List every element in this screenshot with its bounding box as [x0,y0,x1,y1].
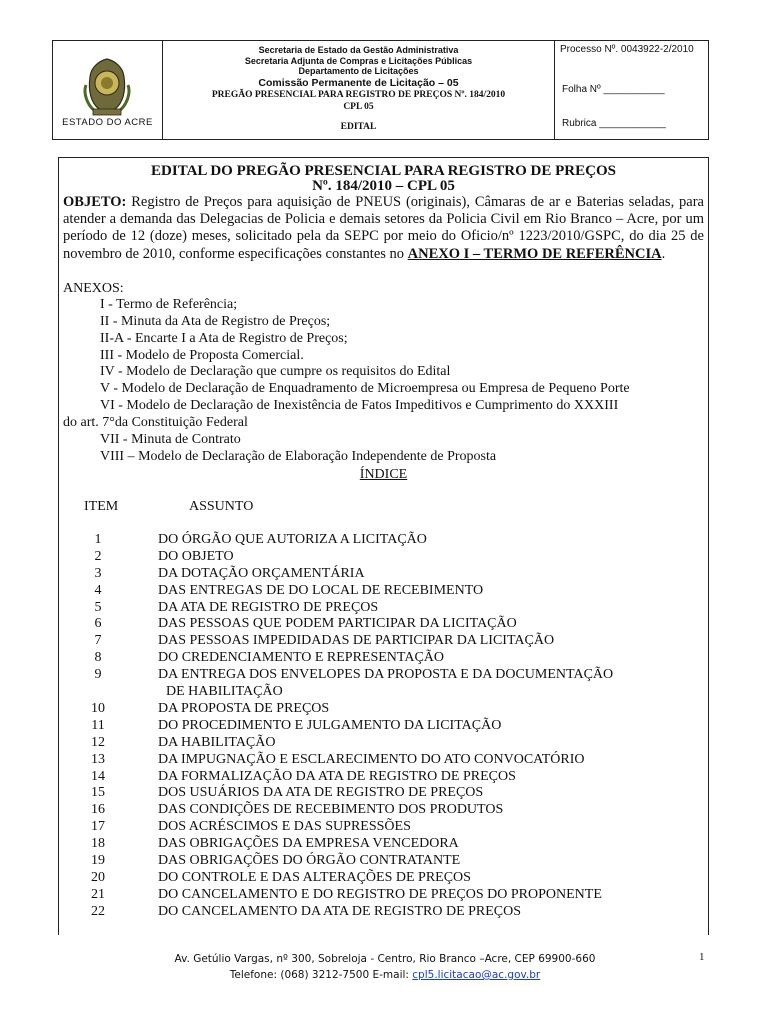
header-line-edital: EDITAL [340,121,377,132]
index-item-text: DA FORMALIZAÇÃO DA ATA DE REGISTRO DE PREÇOS [158,768,516,784]
index-item-text: DAS CONDIÇÕES DE RECEBIMENTO DOS PRODUTOS [158,802,504,818]
index-row [63,583,704,600]
index-row [63,853,704,870]
folha-field: Folha Nº ___________ [562,84,665,95]
index-item-text: DA ATA DE REGISTRO DE PREÇOS [158,599,379,615]
document-subtitle: Nº. 184/2010 – CPL 05 [312,178,455,194]
page-footer [0,951,770,983]
index-item-subject [158,853,460,870]
index-item-text: DO PROCEDIMENTO E JULGAMENTO DA LICITAÇÃO [158,717,502,733]
anexo-item: IV - Modelo de Declaração que cumpre os requisitos do Edital [100,364,451,380]
index-row [63,633,704,650]
index-item-text: DO ÓRGÃO QUE AUTORIZA A LICITAÇÃO [158,531,427,547]
anexo-item-continuation: do art. 7°da Constituição Federal [63,415,248,431]
index-item-text: DO CONTROLE E DAS ALTERAÇÕES DE PREÇOS [158,870,471,885]
index-item-text: DA DOTAÇÃO ORÇAMENTÁRIA [158,565,365,581]
index-row [63,769,704,786]
objeto-text: Registro de Preços para aquisição de PNEUS (originais), Câmaras de ar e Baterias seladas, para atender a demanda das Delegacias de Policia e demais setores da Policia Civil em Rio Branco – Acre, por um período de 12 (doze) meses, solicitado pela da SEPC por meio do Oficio/nº 1223/2010/GSPC, do dia 25 de novembro de 2010, conforme especificações constantes no [63,194,704,262]
index-item-number: 22 [91,903,105,919]
index-item-text: DA PROPOSTA DE PREÇOS [158,700,330,716]
index-item-text: DOS ACRÉSCIMOS E DAS SUPRESSÕES [158,819,411,835]
index-item-number: 9 [94,667,102,683]
index-item-text: DO CREDENCIAMENTO E REPRESENTAÇÃO [158,650,445,666]
header-line-departamento: Departamento de Licitações [298,66,419,76]
objeto-label: OBJETO: [63,194,127,210]
footer-email-link[interactable]: cpl5.licitacao@ac.gov.br [412,969,541,981]
indice-heading: ÍNDICE [359,466,408,482]
objeto-end: . [661,245,666,262]
header-line-pregao: PREGÃO PRESENCIAL PARA REGISTRO DE PREÇOS Nº. 184/2010 [211,89,506,100]
index-item-subject [158,785,483,802]
anexo-item: I - Termo de Referência; [100,296,238,312]
page-number: 1 [699,951,705,963]
index-item-number: 3 [94,565,102,581]
index-item-number: 20 [91,870,105,885]
index-item-text: DO CANCELAMENTO DA ATA DE REGISTRO DE PREÇOS [158,903,522,919]
index-item-number: 2 [94,548,102,564]
anexo-item: VII - Minuta de Contrato [100,432,241,448]
index-row [63,701,704,718]
index-row [63,650,704,667]
column-assunto: ASSUNTO [189,498,254,514]
footer-address: Av. Getúlio Vargas, nº 300, Sobreloja - Centro, Rio Branco –Acre, CEP 69900-660 [174,953,596,965]
anexo-item: VI - Modelo de Declaração de Inexistência de Fatos Impeditivos e Cumprimento do XXXIII [100,398,619,414]
index-item-subject [158,566,365,583]
header-titles [163,41,555,139]
anexo-item: V - Modelo de Declaração de Enquadramento de Microempresa ou Empresa de Pequeno Porte [100,381,630,397]
index-item-number: 5 [94,599,102,615]
logo-cell [53,41,163,139]
index-item-subject [158,752,585,769]
objeto-paragraph [63,194,704,263]
index-item-number: 17 [91,819,105,835]
index-item-number: 8 [94,650,102,666]
index-row [63,600,704,617]
anexo-item: III - Modelo de Proposta Comercial. [100,347,304,363]
index-row [63,549,704,566]
index-item-subject [158,583,483,600]
index-row [63,887,704,904]
index-item-text: DAS OBRIGAÇÕES DO ÓRGÃO CONTRATANTE [158,853,461,869]
index-item-subject [158,802,503,819]
index-item-text-continuation: DE HABILITAÇÃO [166,684,283,700]
index-item-subject [158,870,471,887]
index-item-subject [158,836,459,853]
index-row [63,718,704,735]
index-item-number: 11 [91,717,105,733]
header-line-secretaria-adjunta: Secretaria Adjunta de Compras e Licitações Públicas [244,55,473,66]
index-row [63,819,704,836]
index-item-text: DA ENTREGA DOS ENVELOPES DA PROPOSTA E DA DOCUMENTAÇÃO [158,667,614,683]
index-item-subject [158,650,444,667]
index-item-text: DO CANCELAMENTO E DO REGISTRO DE PREÇOS DO PROPONENTE [158,886,602,902]
anexo-item: VIII – Modelo de Declaração de Elaboração Independente de Proposta [100,448,497,464]
index-row [63,785,704,802]
index-row [63,870,704,887]
index-item-text: DAS PESSOAS IMPEDIDADAS DE PARTICIPAR DA LICITAÇÃO [158,633,555,649]
header-line-comissao: Comissão Permanente de Licitação – 05 [258,76,459,89]
index-row [63,667,704,701]
index-item-subject [158,549,234,566]
index-item-subject [158,887,602,904]
index-item-number: 10 [91,700,105,716]
index-item-number: 14 [91,768,105,784]
index-row [63,566,704,583]
footer-contact [0,967,770,983]
index-item-text: DA HABILITAÇÃO [158,734,276,750]
index-item-text: DOS USUÁRIOS DA ATA DE REGISTRO DE PREÇOS [158,785,484,801]
anexo-reference: ANEXO I – TERMO DE REFERÊNCIA [407,245,662,262]
document-header [52,40,709,140]
index-item-subject [158,735,275,752]
index-item-number: 21 [91,886,105,902]
index-item-text: DO OBJETO [158,548,234,564]
index-item-subject [158,633,554,650]
index-item-text: DAS OBRIGAÇÕES DA EMPRESA VENCEDORA [158,836,459,852]
index-column-headers [63,499,704,517]
index-item-number: 7 [94,633,102,649]
logo-text: ESTADO DO ACRE [62,117,153,128]
index-item-subject [158,904,521,921]
index-item-subject [158,667,613,701]
index-row [63,616,704,633]
index-item-number: 19 [91,853,105,869]
index-item-number: 4 [94,582,102,598]
processo-number: Processo Nº. 0043922-2/2010 [560,44,694,55]
index-item-text: DA IMPUGNAÇÃO E ESCLARECIMENTO DO ATO CONVOCATÓRIO [158,751,585,767]
index-item-subject [158,600,378,617]
index-item-number: 12 [91,734,105,750]
index-row [63,904,704,921]
index-row [63,532,704,549]
index-item-subject [158,701,329,718]
index-item-subject [158,769,516,786]
header-process-cell [555,41,708,139]
index-row [63,752,704,769]
index-item-number: 1 [94,531,102,547]
index-item-subject [158,718,501,735]
index-item-subject [158,532,427,549]
anexos-heading: ANEXOS: [63,280,124,296]
index-item-text: DAS ENTREGAS DE DO LOCAL DE RECEBIMENTO [158,582,484,598]
index-item-number: 18 [91,836,105,852]
index-item-number: 16 [91,802,105,818]
document-title: EDITAL DO PREGÃO PRESENCIAL PARA REGISTRO DE PREÇOS [151,163,616,179]
index-item-subject [158,819,411,836]
index-row [63,802,704,819]
header-line-cpl: CPL 05 [343,101,374,112]
index-item-number: 15 [91,785,105,801]
rubrica-field: Rubrica ____________ [562,118,666,129]
header-line-secretaria: Secretaria de Estado da Gestão Administrativa [258,45,459,55]
column-item: ITEM [84,498,119,514]
document-body [58,157,709,935]
anexo-item: II - Minuta da Ata de Registro de Preços; [100,313,331,329]
footer-phone: Telefone: (068) 3212-7500 E-mail: [229,969,413,981]
index-item-subject [158,616,517,633]
index-item-number: 6 [94,616,102,632]
anexo-item: II-A - Encarte I a Ata de Registro de Preços; [100,330,348,346]
index-item-text: DAS PESSOAS QUE PODEM PARTICIPAR DA LICITAÇÃO [158,616,517,632]
index-row [63,836,704,853]
index-row [63,735,704,752]
index-item-number: 13 [91,751,105,767]
index-list [63,532,704,921]
